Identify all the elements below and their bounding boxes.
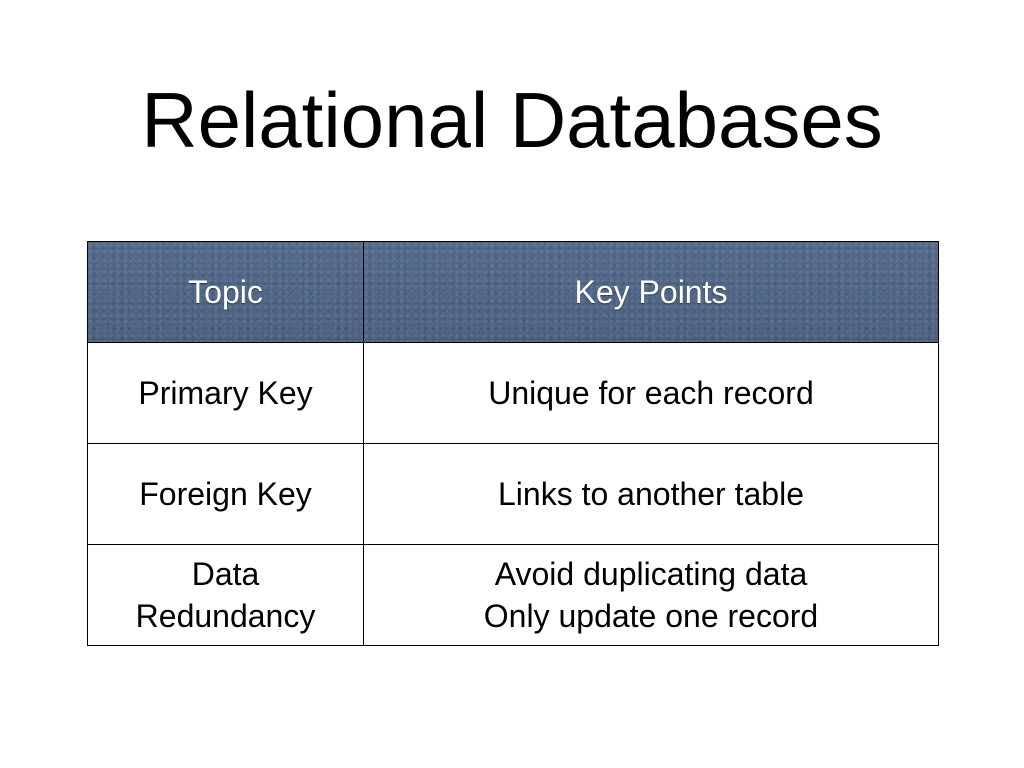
- topic-text-line-2: Redundancy: [135, 598, 316, 634]
- topic-text-line-1: Data: [191, 556, 260, 592]
- topic-cell: [88, 545, 364, 646]
- key-points-cell: [364, 545, 939, 646]
- key-point-text-line-1: Avoid duplicating data: [494, 556, 808, 592]
- key-points-cell: [364, 444, 939, 545]
- table-header-row: [88, 242, 939, 343]
- table-row: [88, 343, 939, 444]
- column-header-topic: Topic: [88, 242, 364, 343]
- topic-text: Foreign Key: [139, 476, 312, 512]
- key-point-text-line-2: Only update one record: [483, 598, 819, 634]
- topic-cell: [88, 444, 364, 545]
- key-points-table: [87, 241, 939, 646]
- key-point-text: Unique for each record: [488, 375, 814, 411]
- table-row: [88, 545, 939, 646]
- topic-text: Primary Key: [138, 375, 313, 411]
- table-row: [88, 444, 939, 545]
- slide-title: Relational Databases: [141, 76, 883, 164]
- column-header-key-points: Key Points: [364, 242, 939, 343]
- key-point-text: Links to another table: [498, 476, 804, 512]
- key-points-cell: [364, 343, 939, 444]
- topic-cell: [88, 343, 364, 444]
